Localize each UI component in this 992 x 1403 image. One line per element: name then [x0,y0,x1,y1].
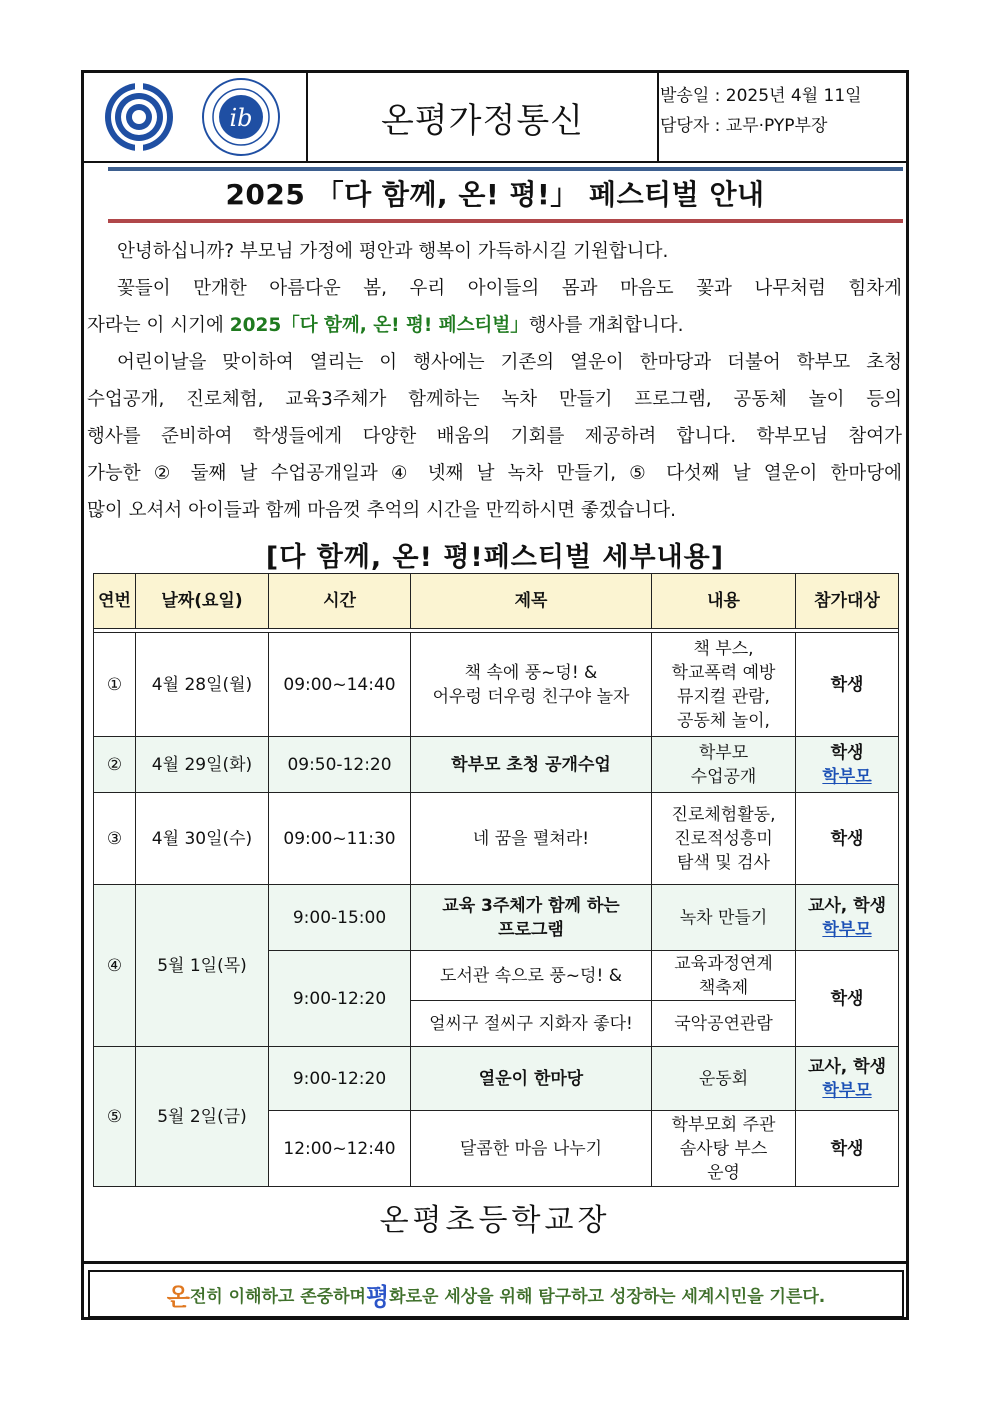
logo-area [84,73,308,161]
send-date: 발송일 : 2025년 4월 11일 [660,86,862,106]
table-row: ③ 4월 30일(수) 09:00~11:30 네 꿈을 펼쳐라! 진로체험활동, 진로적성흥미 탐색 및 검사 학생 [94,793,899,885]
parent-link[interactable]: 학부모 [822,1080,872,1101]
table-row: 12:00~12:40 달콤한 마음 나누기 학부모회 주관 솜사탕 부스 운영 학생 [94,1111,899,1187]
body-line: 자라는 이 시기에 2025「다 함께, 온! 평! 페스티벌」행사를 개최합니다. [87,315,684,336]
subtitle: 2025 「다 함께, 온! 평!」 페스티벌 안내 [225,178,765,211]
signature: 온평초등학교장 [379,1203,611,1238]
col-header: 내용 [652,574,796,629]
school-motto: 온 전히 이해하고 존중하며 평 화로운 세상을 위해 탐구하고 성장하는 세계시민을 기른다. [88,1270,904,1318]
event-name: 2025「다 함께, 온! 평! 페스티벌」 [229,315,529,336]
body-line: 어린이날을 맞이하여 열리는 이 행사에는 기존의 열운이 한마당과 더불어 학부모 초청 [117,352,902,373]
parent-link[interactable]: 학부모 [822,766,872,787]
letter-body [87,233,902,529]
col-header: 연번 [94,574,136,629]
greeting: 안녕하십니까? 부모님 가정에 평안과 행복이 가득하시길 기원합니다. [117,241,669,262]
body-line: 꽃들이 만개한 아름다운 봄, 우리 아이들의 몸과 마음도 꽃과 나무처럼 힘차게 [117,278,902,299]
detail-title: [다 함께, 온! 평!페스티벌 세부내용] [265,542,725,573]
table-row: ④ 5월 1일(목) 9:00-15:00 교육 3주체가 함께 하는 프로그램 녹차 만들기 교사, 학생 학부모 [94,885,899,951]
table-row: 9:00-12:20 도서관 속으로 풍~덩! & 교육과정연계 책축제 학생 [94,951,899,1001]
table-row: ⑤ 5월 2일(금) 9:00-12:20 열운이 한마당 운동회 교사, 학생 학부모 [94,1047,899,1111]
school-logo-icon [84,73,306,161]
body-line: 수업공개, 진로체험, 교육3주체가 함께하는 녹차 만들기 프로그램, 공동체 놀이 등의 [87,389,902,410]
svg-text:ib: ib [229,104,253,132]
newsletter-title: 온평가정통신 [308,73,659,161]
col-header: 날짜(요일) [136,574,269,629]
footer-divider [84,1261,906,1264]
header [84,73,906,163]
body-line: 가능한 ② 둘째 날 수업공개일과 ④ 넷째 날 녹차 만들기, ⑤ 다섯째 날 열운이 한마당에 [87,463,902,484]
newsletter-frame [81,70,909,1320]
parent-link[interactable]: 학부모 [822,919,872,940]
body-line: 행사를 준비하여 학생들에게 다양한 배움의 기회를 제공하려 합니다. 학부모님 참여가 [87,426,902,447]
table-row: ② 4월 29일(화) 09:50-12:20 학부모 초청 공개수업 학부모 수업공개 학생 학부모 [94,737,899,793]
table-row: 얼씨구 절씨구 지화자 좋다! 국악공연관람 [94,1001,899,1047]
divider-blue [108,167,903,171]
col-header: 제목 [411,574,652,629]
divider-red [108,219,903,223]
table-row: ① 4월 28일(월) 09:00~14:40 책 속에 풍~덩! & 어우렁 더우렁 친구야 놀자 책 부스, 학교폭력 예방 뮤지컬 관람, 공동체 놀이, 학생 [94,633,899,737]
col-header: 시간 [269,574,411,629]
col-header: 참가대상 [796,574,899,629]
manager: 담당자 : 교무·PYP부장 [660,116,828,136]
schedule-table [93,573,899,1187]
body-line: 많이 오셔서 아이들과 함께 마음껏 추억의 시간을 만끽하시면 좋겠습니다. [87,500,677,521]
meta-info [660,81,906,141]
table-header-row [94,574,899,629]
